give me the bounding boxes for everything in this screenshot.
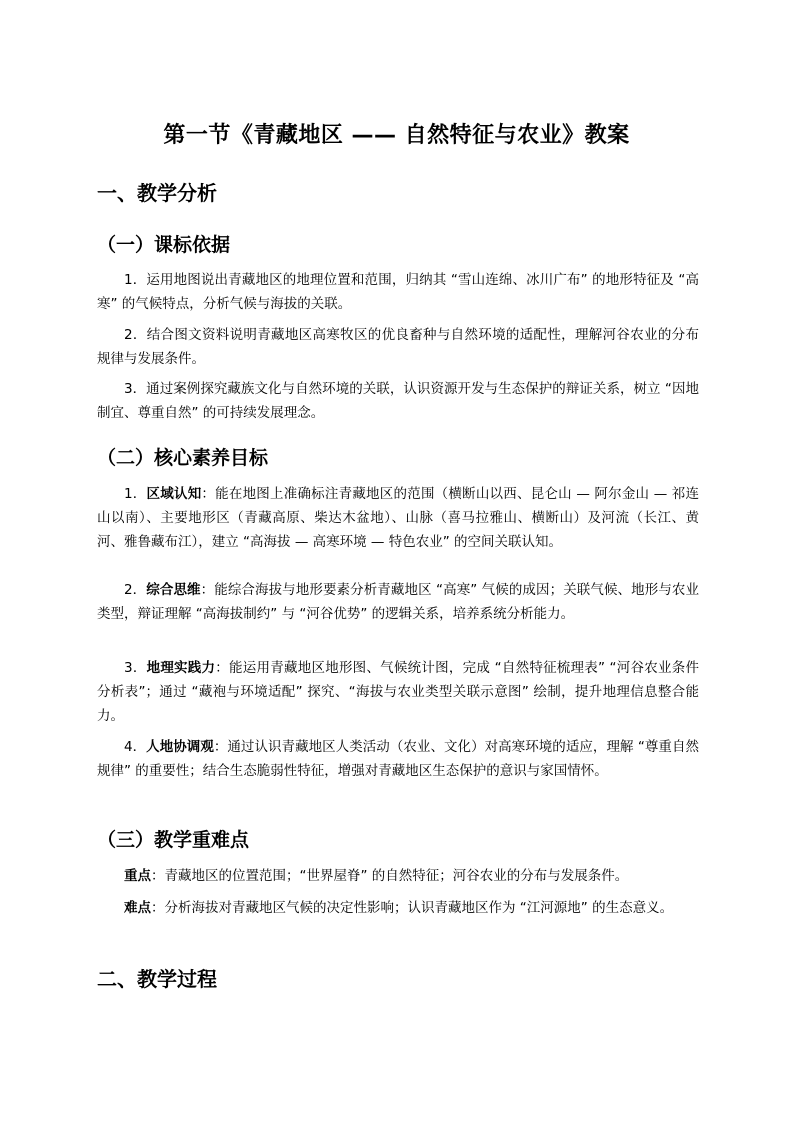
literacy-item-number: 1． (124, 486, 147, 502)
literacy-item-label: 综合思维 (146, 582, 201, 598)
literacy-item-number: 4． (124, 739, 147, 755)
literacy-item-text: ：能综合海拔与地形要素分析青藏地区 “高寒” 气候的成因；关联气候、地形与农业类型，辩证理解 “高海拔制约” 与 “河谷优势” 的逻辑关系，培养系统分析能力。 (97, 582, 700, 622)
literacy-item-number: 2． (124, 582, 147, 598)
literacy-item-text: ：能运用青藏地区地形图、气候统计图，完成 “自然特征梳理表” “河谷农业条件分析表”；通过 “藏袍与环境适配” 探究、“海拔与农业类型关联示意图” 绘制，提升地理信息整合能力。 (97, 660, 699, 724)
key-points-paragraph (97, 864, 699, 888)
subsection-heading-curriculum-basis: （一）课标依据 (97, 234, 231, 256)
difficult-points-label: 难点 (124, 900, 151, 916)
section-heading-teaching-process: 二、教学过程 (97, 967, 217, 991)
curriculum-item-2: 2．结合图文资料说明青藏地区高寒牧区的优良畜种与自然环境的适配性，理解河谷农业的分布规律与发展条件。 (97, 327, 699, 367)
literacy-item-human-earth-harmony (97, 735, 699, 783)
literacy-item-text: ：能在地图上准确标注青藏地区的范围（横断山以西、昆仑山 — 阿尔金山 — 祁连山以南）、主要地形区（青藏高原、柴达木盆地）、山脉（喜马拉雅山、横断山）及河流（长江、黄河、雅鲁藏布江），建立 “高海拔 — 高寒环境 — 特色农业” 的空间关联认知。 (97, 486, 700, 550)
key-points-text: ：青藏地区的位置范围；“世界屋脊” 的自然特征；河谷农业的分布与发展条件。 (151, 868, 629, 884)
difficult-points-paragraph (97, 896, 699, 920)
subsection-heading-key-difficult-points: （三）教学重难点 (97, 829, 250, 851)
literacy-item-label: 区域认知 (146, 486, 202, 502)
section-heading-teaching-analysis: 一、教学分析 (97, 181, 217, 205)
subsection-heading-core-literacy: （二）核心素养目标 (97, 447, 269, 469)
literacy-item-geographic-practice (97, 656, 699, 728)
literacy-item-regional-cognition (97, 482, 699, 554)
document-title: 第一节《青藏地区 —— 自然特征与农业》教案 (163, 123, 630, 148)
key-points-label: 重点 (124, 868, 151, 884)
literacy-item-label: 人地协调观 (146, 739, 214, 755)
literacy-item-integrated-thinking (97, 578, 699, 626)
curriculum-item-1: 1．运用地图说出青藏地区的地理位置和范围，归纳其 “雪山连绵、冰川广布” 的地形特征及 “高寒” 的气候特点，分析气候与海拔的关联。 (97, 272, 699, 312)
literacy-item-number: 3． (124, 660, 147, 676)
curriculum-item-3: 3．通过案例探究藏族文化与自然环境的关联，认识资源开发与生态保护的辩证关系，树立 “因地制宜、尊重自然” 的可持续发展理念。 (97, 381, 699, 421)
literacy-item-label: 地理实践力 (146, 660, 216, 676)
difficult-points-text: ：分析海拔对青藏地区气候的决定性影响；认识青藏地区作为 “江河源地” 的生态意义。 (151, 900, 674, 916)
literacy-item-text: ：通过认识青藏地区人类活动（农业、文化）对高寒环境的适应，理解 “尊重自然规律” 的重要性；结合生态脆弱性特征，增强对青藏地区生态保护的意识与家国情怀。 (97, 739, 699, 779)
